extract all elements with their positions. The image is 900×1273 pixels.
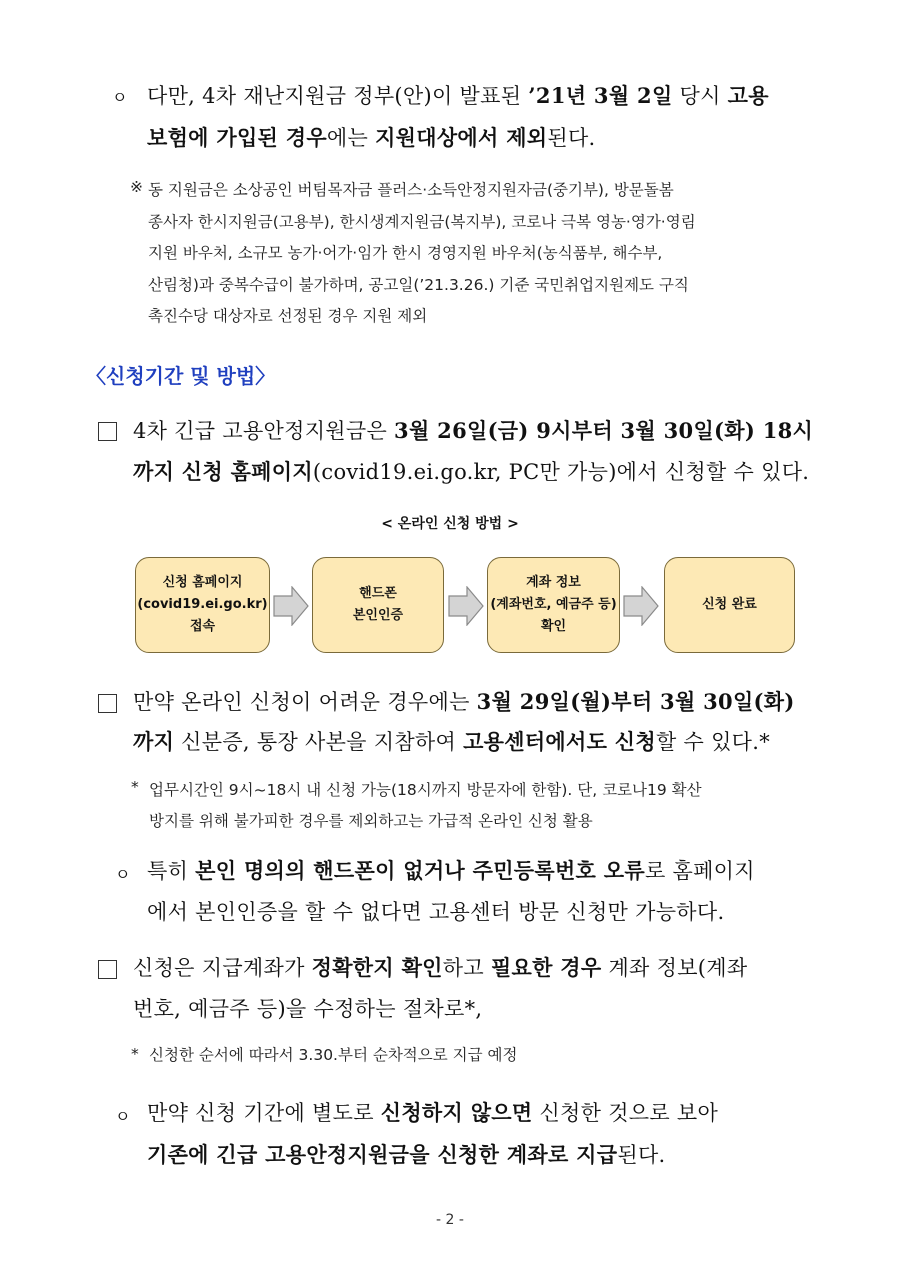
text-segment: 에는 — [326, 126, 376, 150]
circle-bullet: ㅇ — [115, 1107, 131, 1126]
note2-line: 방지를 위해 불가피한 경우를 제외하고는 가급적 온라인 신청 활용 — [149, 812, 593, 830]
text-segment: 번호, 예금주 등)을 수정하는 절차로*, — [133, 997, 483, 1021]
text-segment: 하고 — [442, 956, 491, 980]
text-segment: 신청한 것으로 보아 — [532, 1101, 719, 1125]
para5-line1 — [133, 952, 747, 982]
text-segment: 된다. — [547, 126, 596, 150]
checkbox-square-bullet — [98, 694, 117, 713]
circle-bullet: ㅇ — [112, 88, 128, 107]
text-segment: 된다. — [617, 1143, 666, 1167]
note1-line: 동 지원금은 소상공인 버팀목자금 플러스·소득안정지원자금(중기부), 방문돌봄 — [148, 181, 674, 199]
para6-line2 — [147, 1139, 666, 1169]
circle-bullet: ㅇ — [115, 865, 131, 884]
flow-step-text: 신청 홈페이지 — [162, 575, 243, 590]
flow-step-complete — [664, 557, 795, 653]
flow-step-text: 확인 — [540, 619, 567, 634]
text-segment: 신청은 지급계좌가 — [133, 956, 312, 980]
para2-line2 — [133, 456, 809, 486]
note1-line: 지원 바우처, 소규모 농가·어가·임가 한시 경영지원 바우처(농식품부, 해수부, — [148, 244, 663, 262]
text-segment: 만약 신청 기간에 별도로 — [147, 1101, 381, 1125]
emphasized-text: 3월 26일(금) 9시부터 3월 30일(화) 18시 — [394, 418, 814, 443]
emphasized-text: 지원대상에서 제외 — [375, 125, 548, 150]
page-number: - 2 - — [436, 1212, 464, 1228]
flow-step-text: (계좌번호, 예금주 등) — [490, 597, 617, 612]
para4-line1 — [147, 855, 755, 885]
emphasized-text: 까지 — [133, 729, 175, 754]
para5-line2 — [133, 993, 482, 1023]
flow-title: < 온라인 신청 방법 > — [381, 516, 519, 532]
checkbox-square-bullet — [98, 422, 117, 441]
footnote-mark: * — [131, 778, 139, 796]
flow-step-homepage — [135, 557, 270, 653]
emphasized-text: 고용 — [727, 83, 769, 108]
note1-line: 산림청)과 중복수급이 불가하며, 공고일(’21.3.26.) 기준 국민취업지원제도 구직 — [148, 275, 689, 294]
text-segment: 특히 — [147, 859, 196, 883]
flow-step-text: 핸드폰 — [359, 586, 397, 601]
emphasized-text: 3월 29일(월)부터 3월 30일(화) — [476, 689, 795, 714]
para1-line2 — [147, 122, 596, 152]
note1-line: 촉진수당 대상자로 선정된 경우 지원 제외 — [148, 307, 428, 325]
text-segment: 에서 본인인증을 할 수 없다면 고용센터 방문 신청만 가능하다. — [147, 900, 725, 924]
emphasized-text: 보험에 가입된 경우 — [147, 125, 327, 150]
note1-line: 종사자 한시지원금(고용부), 한시생계지원금(복지부), 코로나 극복 영농·영가·영림 — [148, 212, 696, 231]
note3-line: 신청한 순서에 따라서 3.30.부터 순차적으로 지급 예정 — [149, 1046, 518, 1064]
para2-line1 — [133, 415, 813, 445]
arrow-right-icon — [273, 586, 309, 626]
flow-step-text: 본인인증 — [352, 608, 404, 623]
footnote-mark: * — [131, 1045, 139, 1063]
para4-line2 — [147, 896, 724, 926]
text-segment: 다만, 4차 재난지원금 정부(안)이 발표된 — [147, 84, 529, 108]
flow-step-text: 접속 — [189, 619, 216, 634]
text-segment: 만약 온라인 신청이 어려운 경우에는 — [133, 690, 477, 714]
note2 — [149, 775, 702, 837]
para3-line1 — [133, 686, 795, 716]
text-segment: 계좌 정보(계좌 — [601, 956, 748, 980]
flow-step-text: 계좌 정보 — [526, 575, 581, 590]
note2-line: 업무시간인 9시~18시 내 신청 가능(18시까지 방문자에 한함). 단, 코로나19 확산 — [149, 781, 702, 799]
emphasized-text: 기존에 긴급 고용안정지원금을 신청한 계좌로 지급 — [147, 1142, 618, 1167]
emphasized-text: ’21년 3월 2일 — [528, 83, 673, 108]
text-segment: 할 수 있다.* — [655, 730, 771, 754]
emphasized-text: 필요한 경우 — [490, 955, 602, 980]
flow-step-account-info — [487, 557, 620, 653]
note1 — [148, 175, 696, 333]
emphasized-text: 까지 신청 홈페이지 — [133, 459, 313, 484]
emphasized-text: 정확한지 확인 — [311, 955, 443, 980]
flow-step-phone-auth — [312, 557, 444, 653]
note-reference-mark: ※ — [130, 178, 143, 196]
para1-line1 — [147, 80, 769, 110]
arrow-right-icon — [448, 586, 484, 626]
text-segment: 로 홈페이지 — [644, 859, 755, 883]
flow-step-text: (covid19.ei.go.kr) — [137, 597, 268, 612]
text-segment: 당시 — [672, 84, 728, 108]
text-segment: 4차 긴급 고용안정지원금은 — [133, 419, 395, 443]
para3-line2 — [133, 726, 770, 756]
checkbox-square-bullet — [98, 960, 117, 979]
text-segment: 신분증, 통장 사본을 지참하여 — [174, 730, 464, 754]
para6-line1 — [147, 1097, 718, 1127]
flow-step-text: 신청 완료 — [702, 597, 757, 612]
text-segment: (covid19.ei.go.kr, PC만 가능)에서 신청할 수 있다. — [312, 460, 810, 484]
arrow-right-icon — [623, 586, 659, 626]
emphasized-text: 신청하지 않으면 — [380, 1100, 533, 1125]
section-heading: 〈신청기간 및 방법〉 — [86, 364, 276, 388]
emphasized-text: 본인 명의의 핸드폰이 없거나 주민등록번호 오류 — [195, 858, 645, 883]
emphasized-text: 고용센터에서도 신청 — [463, 729, 656, 754]
